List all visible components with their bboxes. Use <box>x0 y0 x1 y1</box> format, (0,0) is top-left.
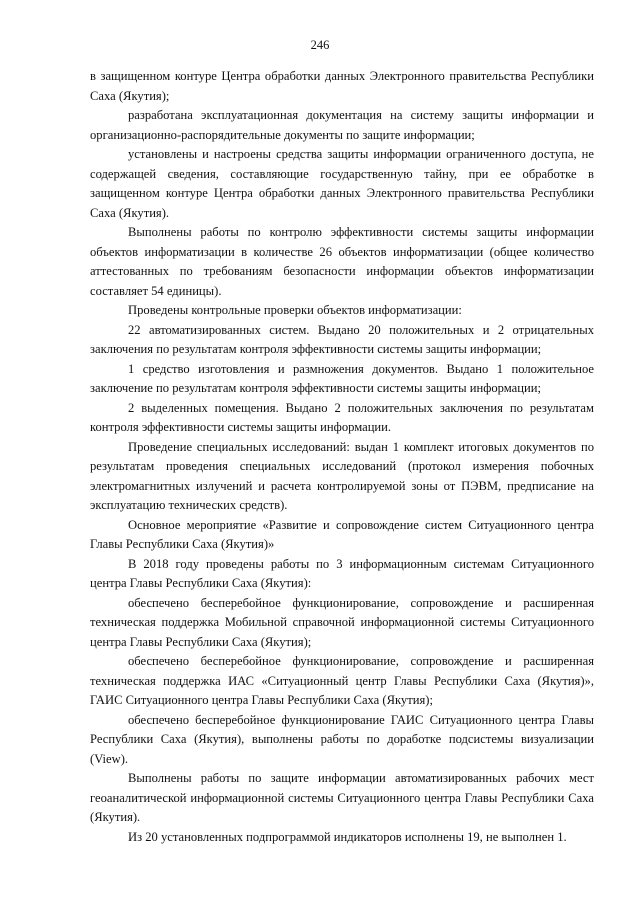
paragraph-continuation: в защищенном контуре Центра обработки данных Электронного правительства Республики Саха (Якутия); <box>90 69 594 103</box>
paragraph: Выполнены работы по контролю эффективности системы защиты информации объектов информатизации в количестве 26 объектов информатизации (общее количество аттестованных по требованиям безопасности информации объектов информатизации составляет 54 единицы). <box>90 225 594 298</box>
paragraph: Проведены контрольные проверки объектов информатизации: <box>128 303 462 317</box>
paragraph: разработана эксплуатационная документация на систему защиты информации и организационно-распорядительные документы по защите информации; <box>90 108 594 142</box>
paragraph: 1 средство изготовления и размножения документов. Выдано 1 положительное заключение по результатам контроля эффективности системы защиты информации; <box>90 361 594 395</box>
paragraph: обеспечено бесперебойное функционирование ГАИС Ситуационного центра Главы Республики Саха (Якутия), выполнены работы по доработке подсистемы визуализации (View). <box>90 712 594 766</box>
paragraph: Основное мероприятие «Развитие и сопровождение систем Ситуационного центра Главы Республики Саха (Якутия)» <box>90 517 594 551</box>
paragraph: Из 20 установленных подпрограммой индикаторов исполнены 19, не выполнен 1. <box>128 829 567 844</box>
paragraph: 2 выделенных помещения. Выдано 2 положительных заключения по результатам контроля эффективности системы защиты информации. <box>90 400 594 434</box>
paragraph: В 2018 году проведены работы по 3 информационным системам Ситуационного центра Главы Республики Саха (Якутия): <box>90 556 594 590</box>
paragraph: Проведение специальных исследований: выдан 1 комплект итоговых документов по результатам проведения специальных исследований (протокол измерения побочных электромагнитных излучений и расчета контролируемой зоны от ПЭВМ, предписание на эксплуатацию технических средств). <box>90 439 594 512</box>
paragraph: обеспечено бесперебойное функционирование, сопровождение и расширенная техническая поддержка Мобильной справочной информационной системы Ситуационного центра Главы Республики Саха (Якутия); <box>90 595 594 649</box>
paragraph: Выполнены работы по защите информации автоматизированных рабочих мест геоаналитической информационной системы Ситуационного центра Главы Республики Саха (Якутия). <box>90 771 594 824</box>
paragraph: обеспечено бесперебойное функционирование, сопровождение и расширенная техническая поддержка ИАС «Ситуационный центр Главы Республики Саха (Якутия)», ГАИС Ситуационного центра Главы Республики Саха (Якутия); <box>90 654 594 707</box>
paragraph: установлены и настроены средства защиты информации ограниченного доступа, не содержащей сведения, составляющие государственную тайну, при ее обработке в защищенном контуре Центра обработки данных Электронного правительства Республики Саха (Якутия). <box>90 147 594 220</box>
paragraph: 22 автоматизированных систем. Выдано 20 положительных и 2 отрицательных заключения по результатам контроля эффективности системы защиты информации; <box>90 322 594 356</box>
document-body <box>90 67 594 847</box>
page-number: 246 <box>310 38 330 52</box>
